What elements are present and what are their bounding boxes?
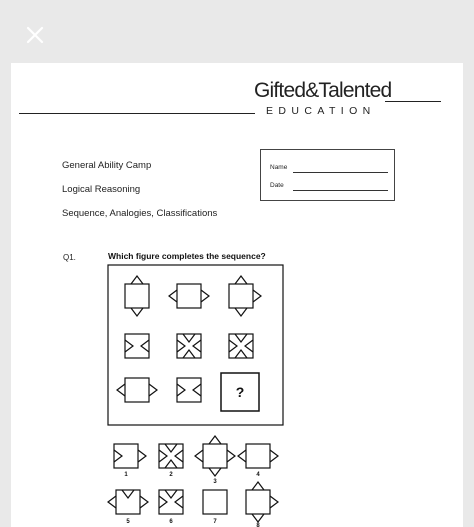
puzzle-grid-frame bbox=[108, 265, 283, 425]
brand-subtitle: EDUCATION bbox=[266, 105, 376, 117]
question-text: Which figure completes the sequence? bbox=[108, 251, 266, 261]
option-3[interactable] bbox=[195, 436, 235, 476]
topic-areas: Sequence, Analogies, Classifications bbox=[62, 208, 218, 219]
option-7-label: 7 bbox=[213, 519, 217, 525]
grid-cell-4 bbox=[125, 334, 149, 358]
option-6[interactable] bbox=[159, 490, 183, 514]
option-6-label: 6 bbox=[169, 519, 173, 525]
topic-camp: General Ability Camp bbox=[62, 160, 152, 171]
grid-cell-8 bbox=[177, 378, 201, 402]
grid-cell-7 bbox=[117, 378, 157, 402]
close-icon[interactable] bbox=[22, 22, 48, 48]
option-1-label: 1 bbox=[124, 472, 128, 478]
grid-cell-5 bbox=[177, 334, 201, 358]
option-4[interactable] bbox=[238, 444, 278, 468]
question-figures bbox=[11, 63, 463, 527]
topic-subject: Logical Reasoning bbox=[62, 184, 141, 195]
option-1[interactable] bbox=[114, 444, 146, 468]
grid-cell-2 bbox=[169, 284, 209, 308]
grid-cell-6 bbox=[229, 334, 253, 358]
option-8[interactable] bbox=[246, 482, 278, 522]
option-5-label: 5 bbox=[126, 519, 130, 525]
worksheet-page bbox=[11, 63, 463, 527]
option-2-label: 2 bbox=[169, 472, 173, 478]
option-5[interactable] bbox=[108, 490, 148, 514]
option-2[interactable] bbox=[159, 444, 183, 468]
option-8-label: 8 bbox=[256, 523, 260, 527]
option-3-label: 3 bbox=[213, 479, 217, 485]
grid-cell-3 bbox=[229, 276, 261, 316]
grid-cell-1 bbox=[125, 276, 149, 316]
missing-mark: ? bbox=[235, 384, 245, 400]
date-label: Date bbox=[270, 182, 284, 189]
option-4-label: 4 bbox=[256, 472, 260, 478]
question-number: Q1. bbox=[63, 253, 76, 262]
brand-name: Gifted&Talented bbox=[254, 79, 392, 102]
option-7[interactable] bbox=[203, 490, 227, 514]
name-label: Name bbox=[270, 164, 288, 171]
